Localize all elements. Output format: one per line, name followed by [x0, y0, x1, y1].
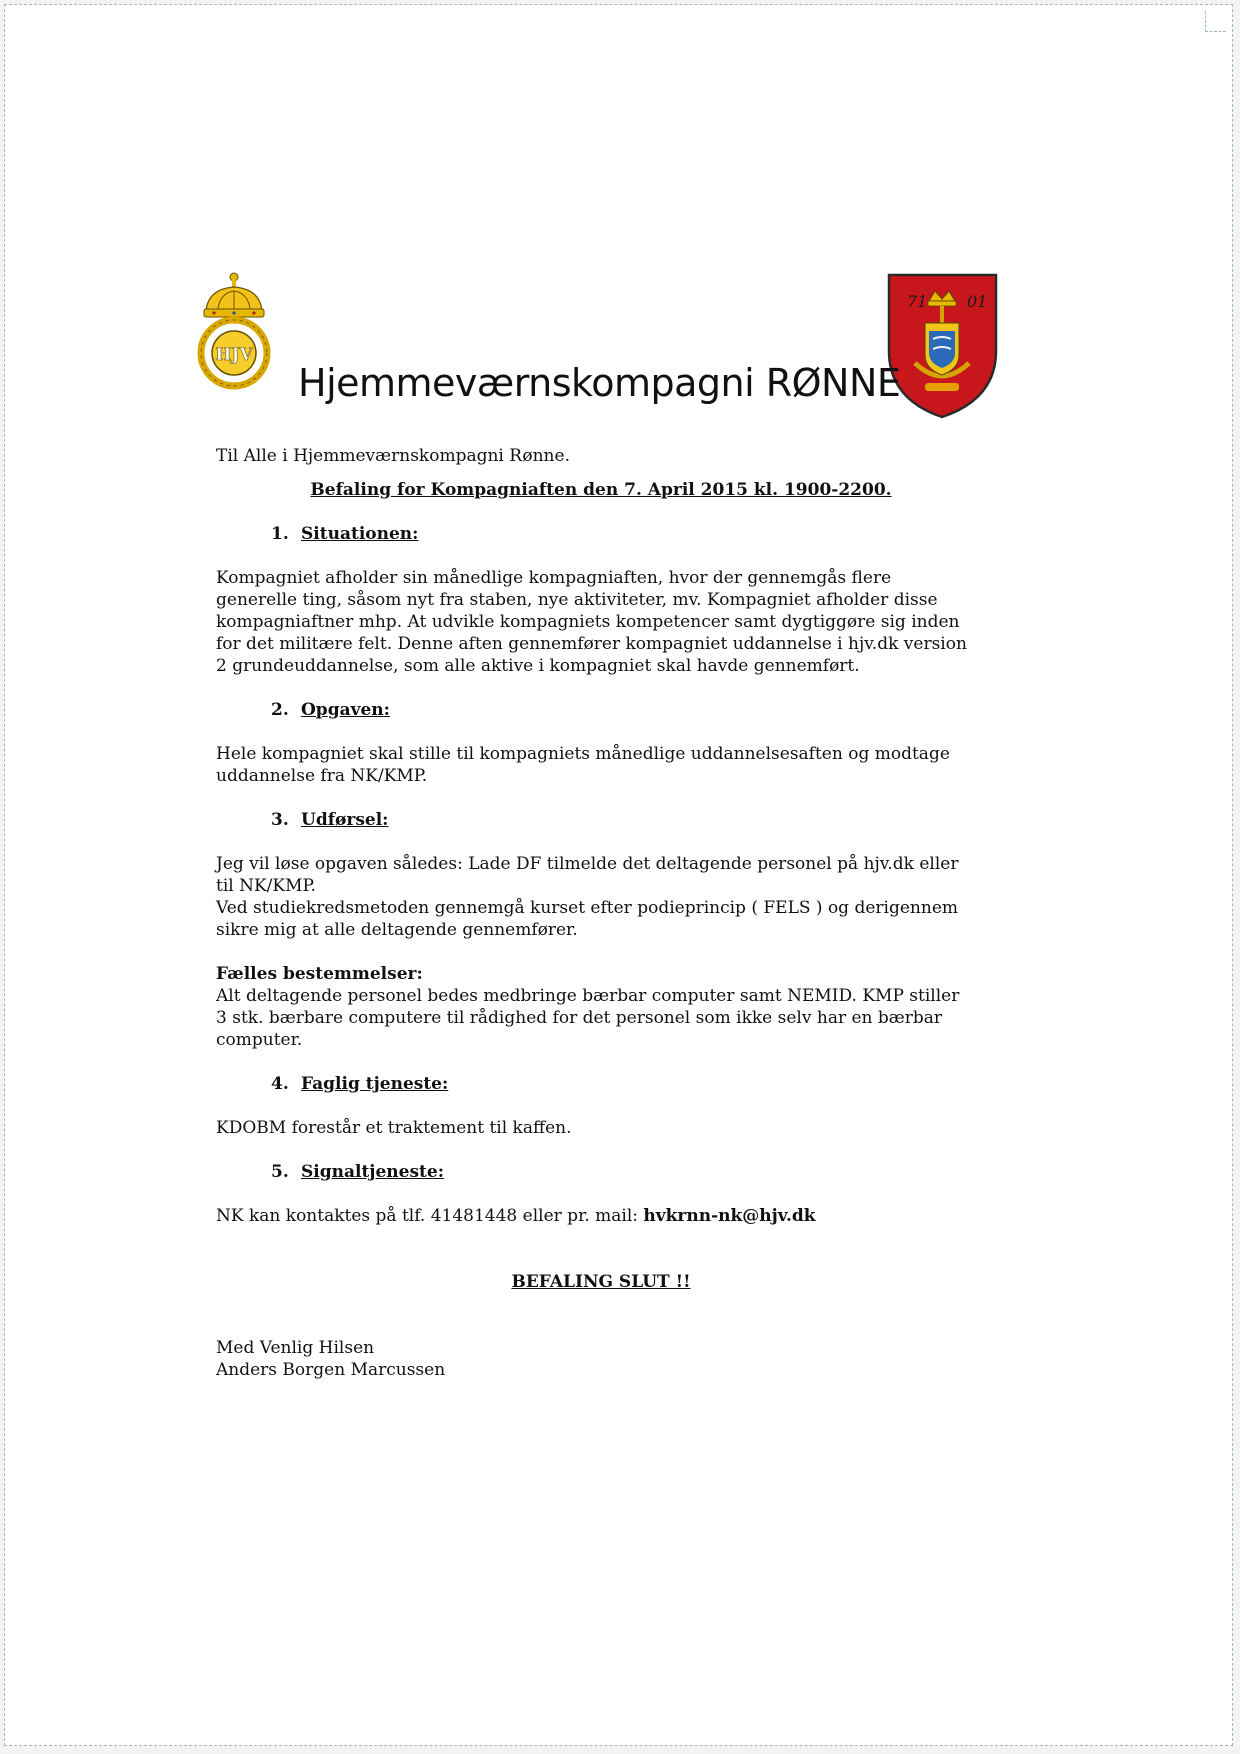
company-shield-logo	[885, 271, 1000, 421]
section-text-line: 2 grundeuddannelse, som alle aktive i kompagniet skal havde gennemført.	[216, 656, 860, 676]
closing-statement: BEFALING SLUT !!	[511, 1272, 691, 1292]
section-label: Signaltjeneste:	[301, 1162, 444, 1182]
section-heading-signal	[271, 1161, 1016, 1183]
section-label: Situationen:	[301, 524, 419, 544]
shield-year-left: 71	[907, 292, 928, 311]
section-text-line: kompagniaftner mhp. At udvikle kompagniets kompetencer samt dygtiggøre sig inden	[216, 612, 960, 632]
section-number: 3.	[271, 810, 289, 830]
hjv-emblem-logo	[188, 271, 280, 391]
spacer	[216, 941, 1016, 963]
section-text-line: 3 stk. bærbare computere til rådighed for det personel som ikke selv har en bærbar	[216, 1008, 943, 1028]
section-number: 1.	[271, 524, 289, 544]
section-number: 2.	[271, 700, 289, 720]
section-label: Udførsel:	[301, 810, 389, 830]
contact-email: hvkrnn-nk@hjv.dk	[643, 1206, 816, 1226]
section-heading-task	[271, 699, 1016, 721]
signature-salutation: Med Venlig Hilsen	[216, 1338, 375, 1358]
section-text-line: sikre mig at alle deltagende gennemfører.	[216, 920, 578, 940]
section-text-line: computer.	[216, 1030, 303, 1050]
section-heading-service	[271, 1073, 1016, 1095]
sub-heading-common-provisions: Fælles bestemmelser:	[216, 964, 423, 984]
contact-line	[216, 1205, 1016, 1227]
section-text-line: til NK/KMP.	[216, 876, 316, 896]
page-title: Hjemmeværnskompagni RØNNE	[298, 361, 901, 405]
section-label: Opgaven:	[301, 700, 390, 720]
section-number: 5.	[271, 1162, 289, 1182]
greeting: Til Alle i Hjemmeværnskompagni Rønne.	[216, 446, 570, 466]
section-text-line: uddannelse fra NK/KMP.	[216, 766, 428, 786]
section-text-line: Hele kompagniet skal stille til kompagniets månedlige uddannelsesaften og modtage	[216, 744, 950, 764]
signature-name: Anders Borgen Marcussen	[216, 1360, 446, 1380]
section-text-line: for det militære felt. Denne aften gennemfører kompagniet uddannelse i hjv.dk version	[216, 634, 967, 654]
hjv-emblem-text: HJV	[215, 345, 253, 365]
page-corner-marker	[1205, 11, 1226, 32]
section-number: 4.	[271, 1074, 289, 1094]
order-title: Befaling for Kompagniaften den 7. April 2015 kl. 1900-2200.	[310, 480, 892, 500]
section-text-line: KDOBM forestår et traktement til kaffen.	[216, 1118, 572, 1138]
shield-year-right: 01	[967, 292, 988, 311]
contact-text: NK kan kontaktes på tlf. 41481448 eller pr. mail:	[216, 1206, 644, 1226]
section-text-line: Ved studiekredsmetoden gennemgå kurset efter podieprincip ( FELS ) og derigennem	[216, 898, 958, 918]
section-heading-execution	[271, 809, 1016, 831]
section-text-line: Alt deltagende personel bedes medbringe bærbar computer samt NEMID. KMP stiller	[216, 986, 960, 1006]
section-heading-situation	[271, 523, 1016, 545]
section-text-line: Kompagniet afholder sin månedlige kompagniaften, hvor der gennemgås flere	[216, 568, 892, 588]
order-body	[216, 445, 1016, 1381]
section-text-line: Jeg vil løse opgaven således: Lade DF tilmelde det deltagende personel på hjv.dk eller	[216, 854, 959, 874]
section-text-line: generelle ting, såsom nyt fra staben, nye aktiviteter, mv. Kompagniet afholder disse	[216, 590, 938, 610]
section-label: Faglig tjeneste:	[301, 1074, 449, 1094]
